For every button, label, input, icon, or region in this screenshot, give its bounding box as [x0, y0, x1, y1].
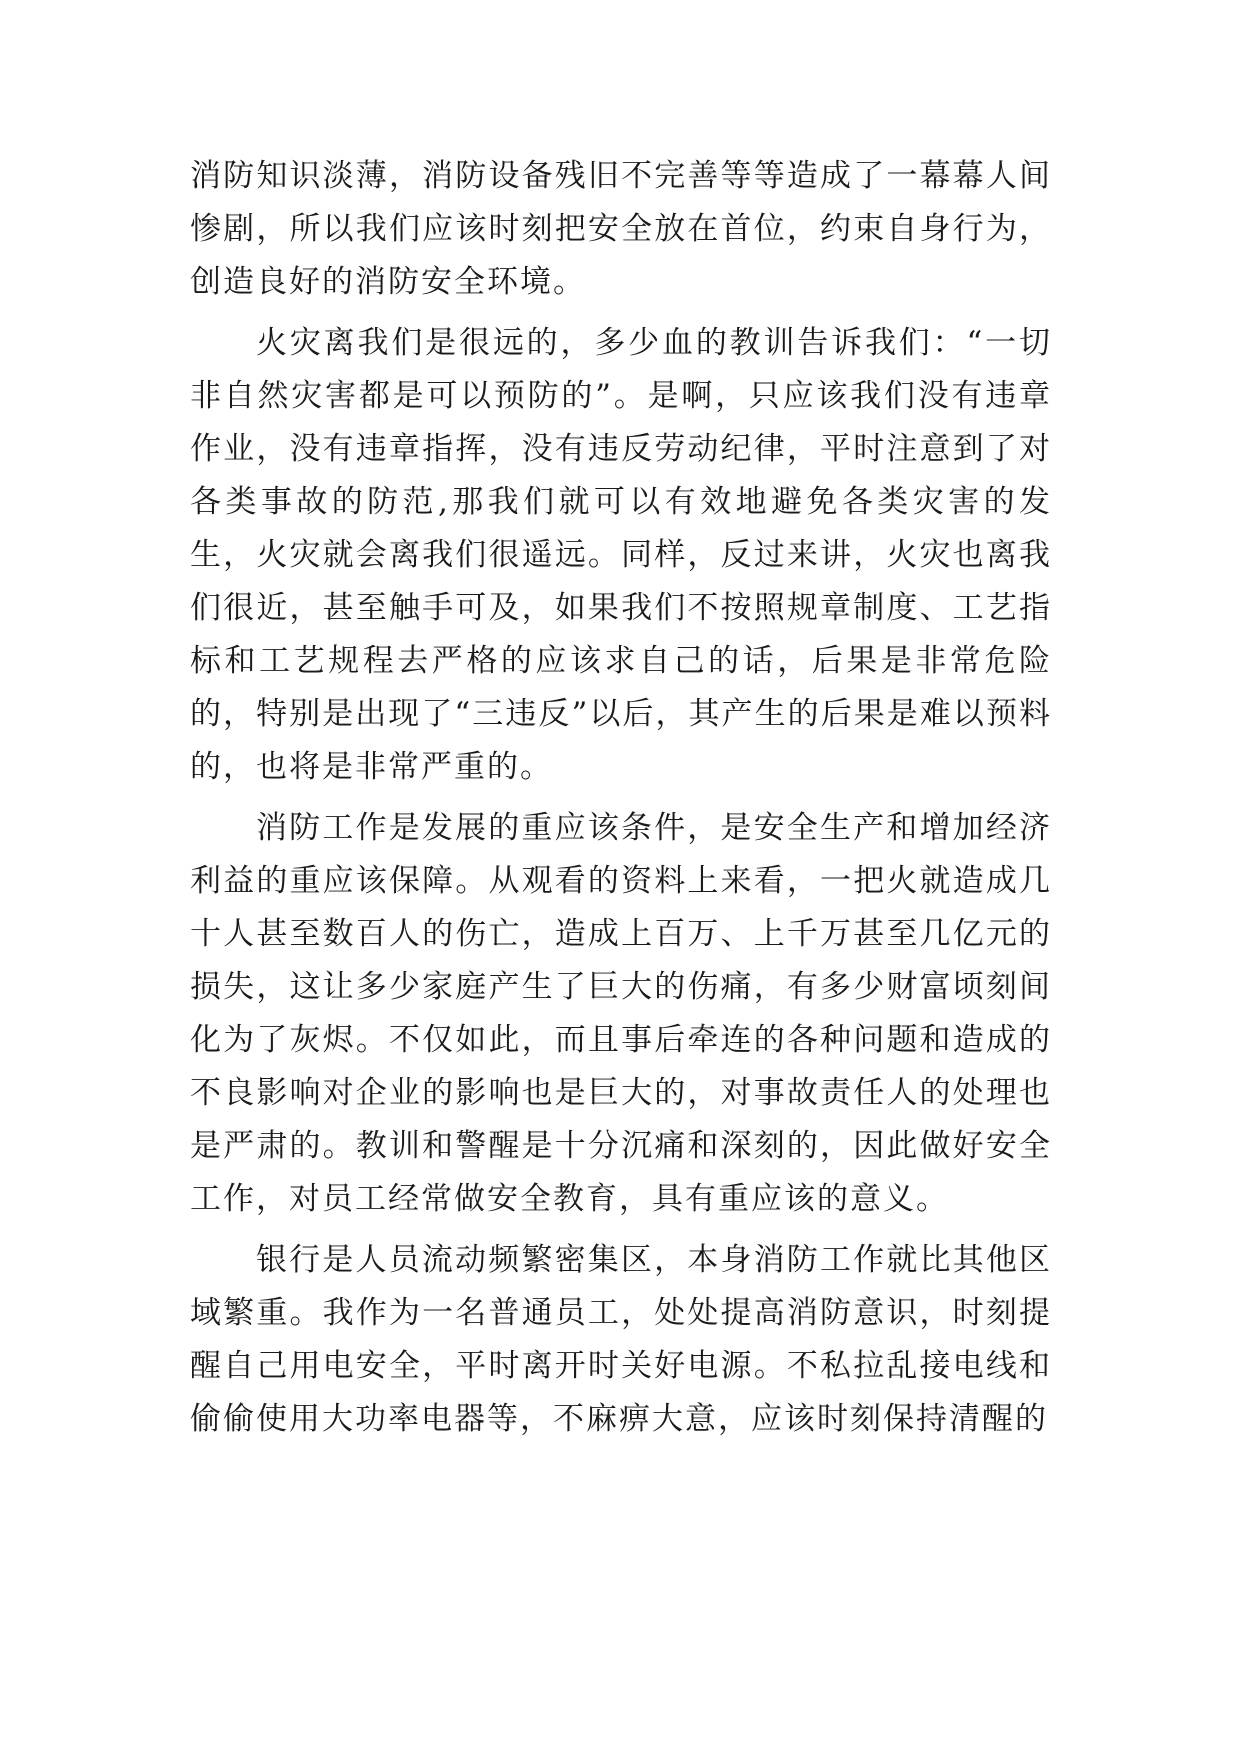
document-body [190, 150, 1052, 1446]
paragraph-3: 消防工作是发展的重应该条件，是安全生产和增加经济利益的重应该保障。从观看的资料上来看，一把火就造成几十人甚至数百人的伤亡，造成上百万、上千万甚至几亿元的损失，这让多少家庭产生了巨大的伤痛，有多少财富顷刻间化为了灰烬。不仅如此，而且事后牵连的各种问题和造成的不良影响对企业的影响也是巨大的，对事故责任人的处理也是严肃的。教训和警醒是十分沉痛和深刻的，因此做好安全工作，对员工经常做安全教育，具有重应该的意义。 [190, 810, 1052, 1217]
paragraph-1: 消防知识淡薄，消防设备残旧不完善等等造成了一幕幕人间惨剧，所以我们应该时刻把安全放在首位，约束自身行为，创造良好的消防安全环境。 [190, 158, 1052, 300]
paragraph-4: 银行是人员流动频繁密集区，本身消防工作就比其他区域繁重。我作为一名普通员工，处处提高消防意识，时刻提醒自己用电安全，平时离开时关好电源。不私拉乱接电线和偷偷使用大功率电器等，不麻痹大意，应该时刻保持清醒的 [190, 1242, 1052, 1437]
paragraph-2: 火灾离我们是很远的，多少血的教训告诉我们：“一切非自然灾害都是可以预防的”。是啊，只应该我们没有违章作业，没有违章指挥，没有违反劳动纪律，平时注意到了对各类事故的防范,那我们就可以有效地避免各类灾害的发生，火灾就会离我们很遥远。同样，反过来讲，火灾也离我们很近，甚至触手可及，如果我们不按照规章制度、工艺指标和工艺规程去严格的应该求自己的话，后果是非常危险的，特别是出现了“三违反”以后，其产生的后果是难以预料的，也将是非常严重的。 [190, 325, 1052, 785]
